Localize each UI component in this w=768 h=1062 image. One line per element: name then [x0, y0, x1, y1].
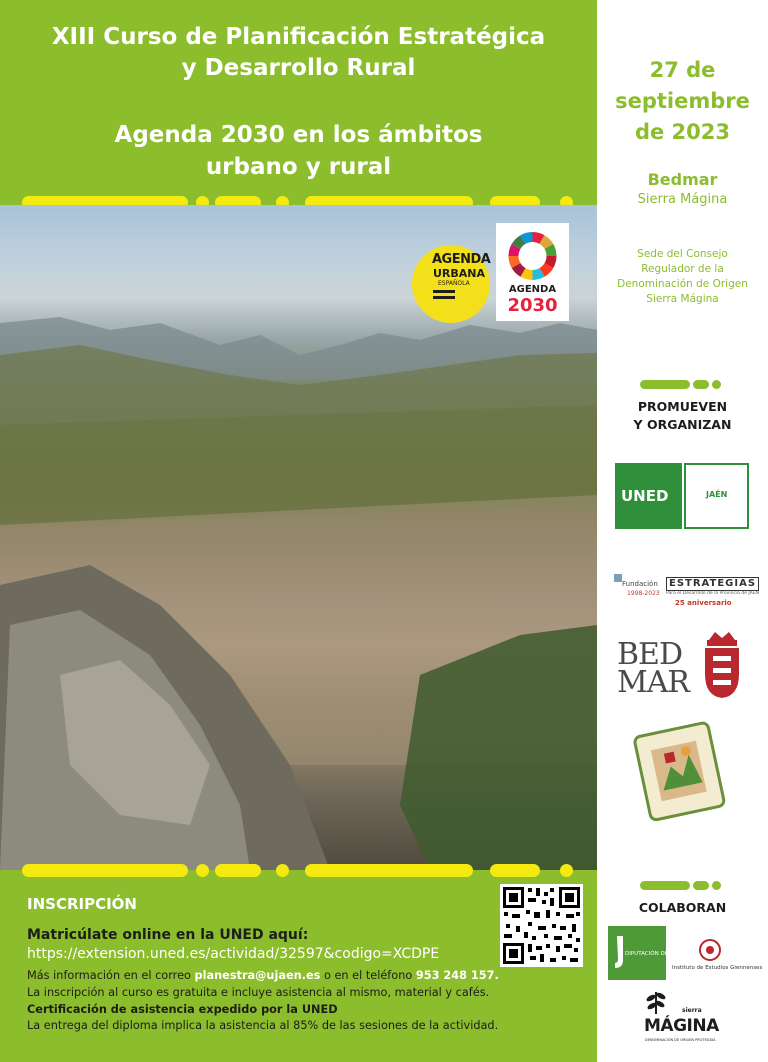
event-venue-line: Sede del Consejo — [637, 248, 728, 260]
estrategias-anniversary: 25 aniversario — [675, 599, 732, 607]
yellow-divider-bar — [22, 864, 188, 877]
agenda-2030-year: 2030 — [507, 295, 558, 316]
info-prefix: Más información en el correo — [27, 969, 191, 982]
diputacion-mark-icon — [613, 936, 625, 970]
yellow-divider-dot — [560, 864, 573, 877]
agenda-urbana-stripe — [433, 290, 455, 293]
yellow-divider-bar — [490, 864, 540, 877]
info-mid: o en el teléfono — [323, 969, 413, 982]
iee-crest-icon — [697, 938, 723, 962]
enroll-link[interactable]: https://extension.uned.es/actividad/32597&codigo=XCDPE — [27, 946, 440, 962]
agenda-urbana-stripe — [433, 296, 455, 299]
green-divider-dot — [712, 380, 721, 389]
course-title-line1: XIII Curso de Planificación Estratégica — [51, 24, 546, 50]
registration-heading: INSCRIPCIÓN — [27, 895, 137, 913]
agenda-2030-text: AGENDA — [508, 284, 557, 295]
bedmar-coat-of-arms-icon — [701, 630, 743, 700]
fundacion-label: Fundación — [622, 580, 658, 588]
diputacion-label: DIPUTACIÓN DE JAÉN — [625, 951, 683, 957]
agenda-urbana-text: ESPAÑOLA — [438, 280, 470, 287]
green-divider-bar — [640, 380, 690, 389]
enroll-text: Matricúlate online en la UNED aquí: — [27, 927, 309, 943]
sierra-label: sierra — [682, 1007, 702, 1014]
fundacion-mark-icon — [614, 574, 622, 582]
event-venue-line: Denominación de Origen — [617, 278, 748, 290]
agenda-urbana-text: AGENDA — [432, 252, 491, 267]
diploma-requirement-text: La entrega del diploma implica la asistencia al 85% de las sesiones de la actividad. — [27, 1019, 499, 1032]
course-subtitle-line2: urbano y rural — [205, 154, 392, 180]
iee-label: Instituto de Estudios Giennenses — [672, 965, 763, 971]
yellow-divider-dot — [196, 864, 209, 877]
event-region: Sierra Mágina — [637, 192, 728, 207]
asociacion-sierra-magina-logo — [632, 717, 727, 827]
yellow-divider-dot — [276, 864, 289, 877]
course-subtitle-line1: Agenda 2030 en los ámbitos — [114, 122, 483, 148]
event-place: Bedmar — [647, 170, 718, 189]
green-divider-bar — [693, 881, 709, 890]
event-date-line2: septiembre — [615, 89, 750, 113]
event-venue-line: Sierra Mágina — [646, 293, 719, 305]
certification-text: Certificación de asistencia expedido por la UNED — [27, 1003, 338, 1016]
qr-code-icon — [500, 884, 583, 967]
green-divider-dot — [712, 881, 721, 890]
yellow-divider-bar — [215, 864, 261, 877]
magina-dop-label: DENOMINACIÓN DE ORIGEN PROTEGIDA — [645, 1038, 716, 1042]
contact-phone: 953 248 157. — [415, 969, 499, 982]
uned-logo-text: UNED — [621, 487, 669, 505]
magina-label: MÁGINA — [644, 1016, 719, 1036]
green-divider-bar — [693, 380, 709, 389]
agenda-urbana-text: URBANA — [433, 267, 486, 280]
estrategias-subtitle: Para el Desarrollo de la Provincia de JAÉN — [666, 591, 759, 596]
event-venue-line: Regulador de la — [641, 263, 724, 275]
organizers-heading-line1: PROMUEVEN — [637, 399, 728, 414]
fundacion-years: 1998-2023 — [627, 590, 660, 597]
event-date-line3: de 2023 — [634, 120, 731, 144]
free-registration-text: La inscripción al curso es gratuita e incluye asistencia al mismo, material y cafés. — [27, 986, 490, 999]
registration-qr-code[interactable] — [500, 884, 583, 967]
jaen-logo-text: JAÉN — [706, 490, 728, 499]
collaborators-heading: COLABORAN — [638, 900, 727, 915]
organizers-heading-line2: Y ORGANIZAN — [633, 417, 732, 432]
green-divider-bar — [640, 881, 690, 890]
event-date-line1: 27 de — [649, 58, 716, 82]
olive-branch-icon — [645, 988, 667, 1014]
sdg-wheel-icon — [496, 223, 569, 285]
contact-info-line — [27, 969, 499, 982]
bedmar-logo-text: MAR — [617, 665, 689, 700]
contact-email-link[interactable]: planestra@ujaen.es — [194, 969, 321, 982]
estrategias-label: ESTRATEGIAS — [666, 577, 759, 591]
course-title-line2: y Desarrollo Rural — [181, 55, 416, 81]
bedmar-logo-text: BED — [617, 637, 682, 672]
yellow-divider-bar — [305, 864, 473, 877]
